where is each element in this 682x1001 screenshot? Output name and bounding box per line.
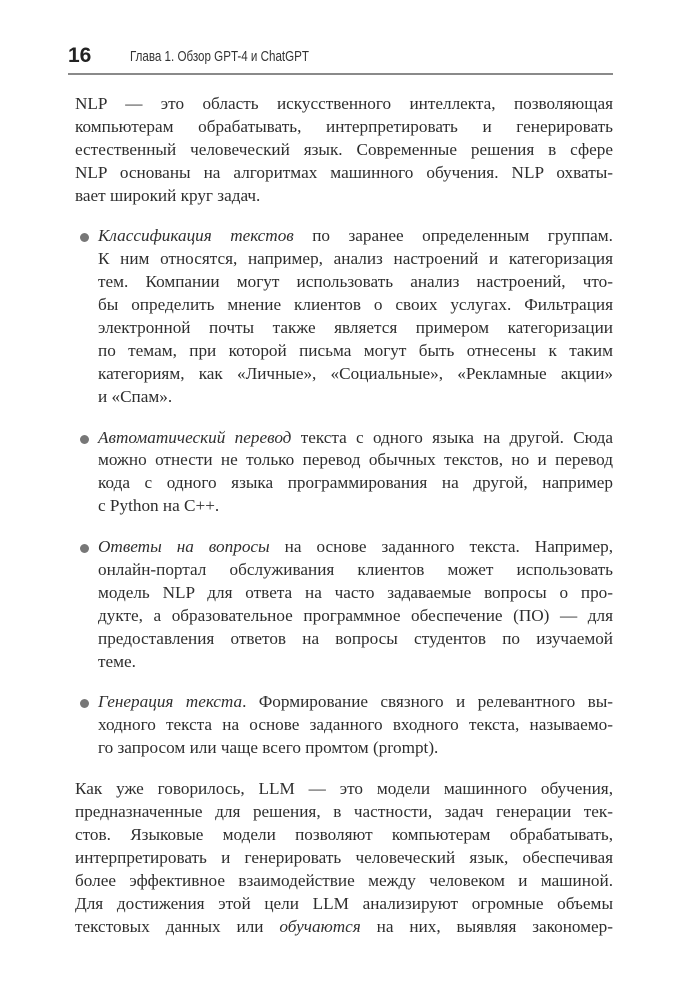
text-segment: по темам, при которой письма могут быть отнесены к таким — [98, 340, 613, 360]
text-segment: предоставления ответов на вопросы студентов по изучаемой — [98, 628, 613, 648]
text-line — [98, 536, 613, 559]
text-line — [98, 271, 613, 294]
bullet-dot-icon — [80, 435, 89, 444]
emphasized-term: Ответы на вопросы — [98, 537, 270, 557]
text-line — [98, 449, 613, 472]
text-line — [75, 824, 613, 847]
text-line — [75, 162, 613, 185]
text-segment: текста с одного языка на другой. Сюда — [291, 427, 614, 447]
text-segment: ходного текста на основе заданного входного текста, называемо- — [98, 715, 613, 735]
text-segment: с Python на C++. — [98, 496, 220, 516]
text-line — [98, 225, 613, 248]
text-line — [75, 778, 613, 801]
text-segment: на основе заданного текста. Например, — [269, 537, 613, 557]
text-segment: вает широкий круг задач. — [75, 185, 261, 205]
text-segment: можно отнести не только перевод обычных текстов, но и перевод — [98, 450, 613, 470]
emphasized-term: Классификация текстов — [98, 226, 294, 246]
text-segment: электронной почты также является примером категоризации — [98, 318, 613, 338]
text-line — [75, 916, 613, 939]
text-segment: текстовых данных или — [75, 916, 280, 936]
text-segment: стов. Языковые модели позволяют компьютерам обрабатывать, — [75, 824, 613, 844]
text-segment: и «Спам». — [98, 386, 173, 406]
header-divider — [68, 73, 613, 75]
bullet-item — [75, 225, 613, 408]
text-segment: го запросом или чаще всего промтом (prompt). — [98, 738, 439, 758]
text-line — [98, 427, 613, 450]
text-segment: естественный человеческий язык. Современные решения в сфере — [75, 139, 613, 159]
text-segment: NLP основаны на алгоритмах машинного обучения. NLP охваты- — [75, 162, 613, 182]
text-line — [75, 847, 613, 870]
text-segment: по заранее определенным группам. — [293, 226, 613, 246]
text-line — [98, 495, 613, 518]
text-line — [75, 116, 613, 139]
text-line — [75, 801, 613, 824]
text-line — [98, 691, 613, 714]
text-segment: бы определить мнение клиентов о своих услугах. Фильтрация — [98, 295, 613, 315]
bullet-dot-icon — [80, 699, 89, 708]
bullet-item — [75, 427, 613, 519]
text-segment: Как уже говорилось, LLM — это модели машинного обучения, — [75, 779, 613, 799]
bullet-item — [75, 536, 613, 673]
text-segment: Для достижения этой цели LLM анализируют огромные объемы — [75, 893, 613, 913]
text-line — [98, 386, 613, 409]
text-line — [98, 582, 613, 605]
running-header — [68, 44, 613, 72]
text-segment: онлайн-портал обслуживания клиентов может использовать — [98, 560, 613, 580]
text-segment: NLP — это область искусственного интеллекта, позволяющая — [75, 94, 613, 113]
running-title: Глава 1. Обзор GPT-4 и ChatGPT — [130, 49, 309, 65]
text-segment: модель NLP для ответа на часто задаваемые вопросы о про- — [98, 582, 613, 602]
text-line — [98, 340, 613, 363]
text-line — [98, 317, 613, 340]
text-segment: тем. Компании могут использовать анализ настроений, что- — [98, 272, 613, 292]
text-segment: на них, выявляя закономер- — [360, 916, 614, 936]
paragraph — [75, 778, 613, 938]
page-body — [75, 93, 613, 956]
text-segment: теме. — [98, 651, 136, 671]
text-segment: дукте, а образовательное программное обеспечение (ПО) — для — [98, 605, 613, 625]
text-segment: К ним относятся, например, анализ настроений и категоризация — [98, 249, 613, 269]
text-line — [75, 870, 613, 893]
bullet-item — [75, 691, 613, 760]
text-segment: компьютерам обрабатывать, интерпретировать и генерировать — [75, 116, 613, 136]
text-line — [98, 472, 613, 495]
text-line — [98, 714, 613, 737]
text-segment: более эффективное взаимодействие между человеком и машиной. — [75, 870, 613, 890]
emphasized-term: Автоматический перевод — [98, 427, 292, 447]
text-line — [75, 893, 613, 916]
text-line — [98, 294, 613, 317]
text-line — [75, 139, 613, 162]
bullet-dot-icon — [80, 233, 89, 242]
paragraph — [75, 93, 613, 207]
text-line — [98, 737, 613, 760]
text-line — [98, 628, 613, 651]
emphasized-term: обучаются — [279, 916, 361, 936]
text-segment: категориям, как «Личные», «Социальные», «Рекламные акции» — [98, 363, 613, 383]
text-line — [98, 559, 613, 582]
page-number: 16 — [68, 44, 92, 67]
text-segment: кода с одного языка программирования на другой, например — [98, 473, 613, 493]
text-line — [98, 363, 613, 386]
text-line — [98, 605, 613, 628]
text-line — [75, 185, 613, 208]
text-segment: интерпретировать и генерировать человеческий язык, обеспечивая — [75, 847, 613, 867]
text-segment: . Формирование связного и релевантного вы- — [242, 692, 613, 712]
text-line — [98, 651, 613, 674]
text-line — [98, 248, 613, 271]
text-line — [75, 93, 613, 116]
emphasized-term: Генерация текста — [98, 692, 243, 712]
bullet-dot-icon — [80, 544, 89, 553]
text-segment: предназначенные для решения, в частности, задач генерации тек- — [75, 802, 613, 822]
